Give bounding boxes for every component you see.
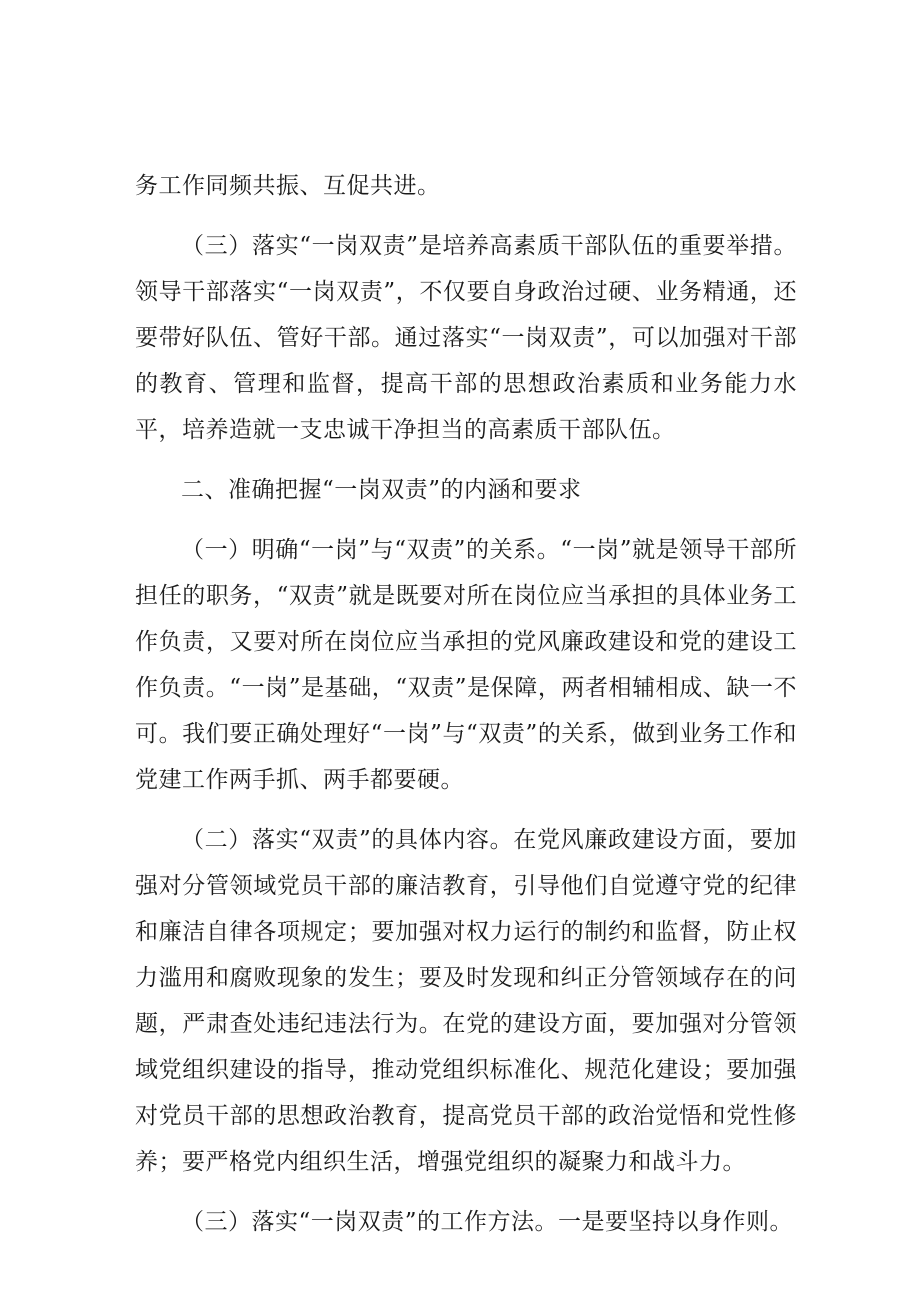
paragraph-section-2-3: （三）落实“一岗双责”的工作方法。一是要坚持以身作则。 (181, 1209, 794, 1235)
paragraph-continuation: 务工作同频共振、互促共进。 (135, 173, 441, 199)
paragraph-section-2-1: （一）明确“一岗”与“双责”的关系。“一岗”就是领导干部所担任的职务，“双责”就是既要对所在岗位应当承担的具体业务工作负责，又要对所在岗位应当承担的党风廉政建设和党的建设工作负责。“一岗”是基础，“双责”是保障，两者相辅相成、缺一不可。我们要正确处理好“一岗”与“双责”的关系，做到业务工作和党建工作两手抓、两手都要硬。 (135, 537, 797, 793)
section-heading-2: 二、准确把握“一岗双责”的内涵和要求 (181, 477, 582, 503)
paragraph-section-1-3: （三）落实“一岗双责”是培养高素质干部队伍的重要举措。领导干部落实“一岗双责”，不仅要自身政治过硬、业务精通，还要带好队伍、管好干部。通过落实“一岗双责”，可以加强对干部的教育、管理和监督，提高干部的思想政治素质和业务能力水平，培养造就一支忠诚干净担当的高素质干部队伍。 (135, 233, 797, 443)
paragraph-section-2-2: （二）落实“双责”的具体内容。在党风廉政建设方面，要加强对分管领域党员干部的廉洁教育，引导他们自觉遵守党的纪律和廉洁自律各项规定；要加强对权力运行的制约和监督，防止权力滥用和腐败现象的发生；要及时发现和纠正分管领域存在的问题，严肃查处违纪违法行为。在党的建设方面，要加强对分管领域党组织建设的指导，推动党组织标准化、规范化建设；要加强对党员干部的思想政治教育，提高党员干部的政治觉悟和党性修养；要严格党内组织生活，增强党组织的凝聚力和战斗力。 (135, 827, 797, 1175)
document-body (135, 163, 797, 1259)
